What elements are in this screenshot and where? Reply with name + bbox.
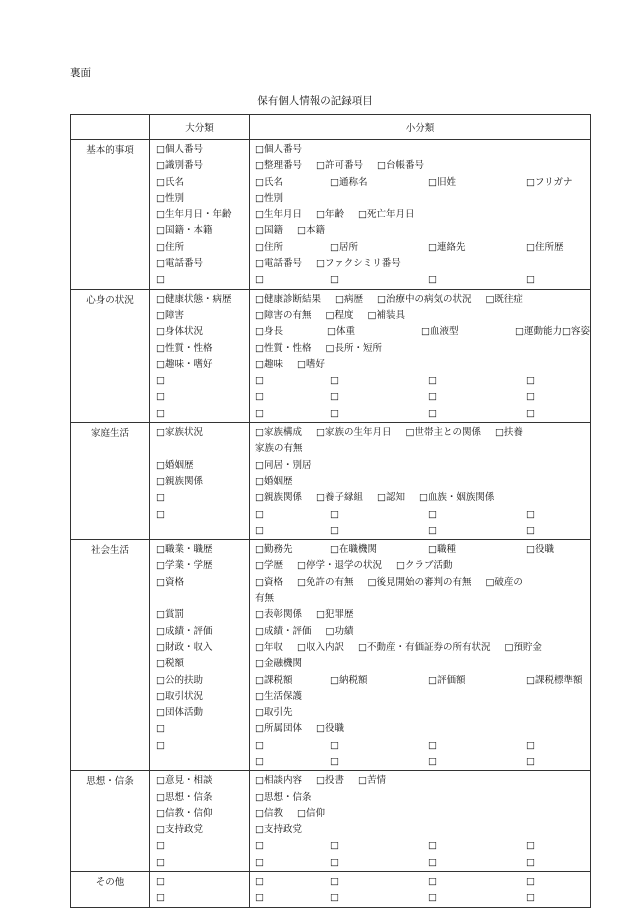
minor-item[interactable]: □許可番号	[315, 160, 363, 172]
minor-item-line	[255, 705, 590, 721]
minor-item[interactable]: □	[255, 856, 264, 868]
minor-item-line	[255, 308, 590, 324]
minor-item[interactable]: □課税標準額	[526, 674, 583, 686]
major-item[interactable]: □性別	[156, 192, 184, 204]
minor-item[interactable]: □同居・別居	[255, 459, 312, 471]
minor-item[interactable]: □	[526, 391, 535, 403]
category-cell: 社会生活	[71, 540, 150, 771]
minor-item-continuation: 有無	[255, 593, 275, 605]
minor-item[interactable]: □収入内訳	[296, 641, 344, 653]
minor-item[interactable]: □在職機関	[330, 544, 377, 556]
major-item[interactable]: □家族状況	[156, 427, 203, 439]
minor-item[interactable]: □	[428, 739, 437, 751]
minor-item[interactable]: □容姿	[562, 326, 590, 338]
minor-item[interactable]: □	[255, 508, 264, 520]
minor-item[interactable]: □補装具	[367, 309, 405, 321]
table-row	[71, 771, 591, 872]
table-row	[71, 872, 591, 908]
minor-item[interactable]: □	[526, 407, 535, 419]
minor-item[interactable]: □学歴	[255, 560, 283, 572]
minor-item[interactable]: □	[255, 524, 264, 536]
minor-item[interactable]: □家族の生年月日	[315, 427, 392, 439]
minor-item[interactable]: □	[330, 755, 339, 767]
minor-item[interactable]: □信仰	[296, 807, 325, 819]
minor-item[interactable]: □	[255, 739, 264, 751]
minor-item[interactable]: □役職	[315, 723, 344, 735]
minor-item[interactable]: □信教	[255, 807, 283, 819]
minor-item[interactable]: □電話番号	[255, 258, 302, 270]
minor-item-line	[255, 558, 590, 574]
minor-item[interactable]: □フリガナ	[526, 176, 573, 188]
major-item[interactable]: □税額	[156, 658, 184, 670]
major-item[interactable]: □支持政党	[156, 824, 203, 836]
minor-item[interactable]: □長所・短所	[325, 342, 382, 354]
minor-item-line	[255, 256, 590, 272]
table-row	[71, 423, 591, 540]
minor-category-cell	[250, 771, 591, 872]
minor-item[interactable]: □免許の有無	[296, 576, 354, 588]
minor-item[interactable]: □性質・性格	[255, 342, 312, 354]
minor-item[interactable]: □	[428, 375, 437, 387]
minor-item-line	[255, 790, 590, 806]
table-header-row	[71, 115, 591, 140]
minor-item[interactable]: □	[526, 892, 535, 904]
minor-item-line	[255, 142, 590, 158]
major-item[interactable]: □電話番号	[156, 258, 203, 270]
major-item[interactable]: □公的扶助	[156, 674, 203, 686]
minor-item[interactable]: □預貯金	[504, 641, 542, 653]
major-item[interactable]: □	[156, 892, 165, 904]
minor-item[interactable]: □	[330, 391, 339, 403]
record-items-table	[70, 114, 591, 908]
minor-item[interactable]: □	[526, 876, 535, 888]
minor-item[interactable]: □課税額	[255, 674, 293, 686]
minor-item[interactable]: □	[526, 508, 535, 520]
minor-item[interactable]: □成績・評価	[255, 625, 312, 637]
minor-item[interactable]: □所属団体	[255, 723, 302, 735]
major-item[interactable]: □住所	[156, 241, 184, 253]
table-row	[71, 140, 591, 290]
major-item[interactable]: □	[156, 840, 165, 852]
minor-item[interactable]: □個人番号	[255, 144, 302, 155]
minor-item[interactable]: □相談内容	[255, 775, 302, 787]
category-cell: 思想・信条	[71, 771, 150, 872]
minor-item-line	[255, 656, 590, 672]
minor-item-line	[255, 721, 590, 737]
minor-item-line	[255, 158, 590, 174]
major-item[interactable]	[156, 523, 249, 539]
minor-item-line	[255, 689, 590, 705]
minor-item[interactable]: □取引先	[255, 707, 293, 719]
minor-item-line	[255, 341, 590, 357]
major-item[interactable]: □資格	[156, 576, 184, 588]
major-item[interactable]: □	[156, 375, 165, 387]
minor-item[interactable]: □クラブ活動	[395, 560, 453, 572]
minor-item[interactable]: □血族・姻族関係	[418, 492, 495, 504]
minor-item[interactable]: □納税額	[330, 674, 368, 686]
minor-item[interactable]: □	[526, 274, 535, 286]
minor-item[interactable]: □	[526, 375, 535, 387]
major-item[interactable]: □取引状況	[156, 690, 203, 702]
major-item[interactable]: □	[156, 391, 165, 403]
major-category-cell	[150, 872, 250, 908]
minor-item-line	[255, 324, 590, 340]
minor-item-line	[255, 389, 590, 405]
minor-item[interactable]: □ファクシミリ番号	[315, 258, 401, 270]
minor-category-cell	[250, 872, 591, 908]
major-item[interactable]: □職業・職歴	[156, 544, 213, 556]
minor-category-cell	[250, 289, 591, 422]
minor-item-line	[255, 773, 590, 789]
minor-item[interactable]: □	[428, 892, 437, 904]
minor-item-line	[255, 425, 590, 441]
major-item[interactable]: □氏名	[156, 176, 184, 188]
minor-item[interactable]: □家族構成	[255, 427, 302, 439]
minor-item-line	[255, 507, 590, 523]
minor-item[interactable]: □運動能力	[515, 326, 563, 338]
minor-item[interactable]: □	[428, 856, 437, 868]
minor-item[interactable]: □	[255, 391, 264, 403]
major-item[interactable]: □賞罰	[156, 609, 184, 621]
major-item[interactable]: □国籍・本籍	[156, 225, 213, 237]
minor-item-line	[255, 806, 590, 822]
minor-item-line	[255, 292, 590, 308]
minor-item-line	[255, 754, 590, 770]
major-item[interactable]: □親族関係	[156, 475, 203, 487]
minor-item[interactable]: □既往症	[485, 293, 523, 305]
category-cell: その他	[71, 872, 150, 908]
minor-item-line	[255, 738, 590, 754]
major-item[interactable]: □	[156, 492, 165, 504]
minor-item-line	[255, 458, 590, 474]
minor-item[interactable]: □支持政党	[255, 824, 302, 836]
minor-item-line	[255, 838, 590, 854]
minor-item[interactable]: □	[526, 524, 535, 536]
minor-item[interactable]: □	[255, 892, 264, 904]
table-row	[71, 540, 591, 771]
minor-item[interactable]: □	[330, 840, 339, 852]
minor-item[interactable]: □認知	[376, 492, 405, 504]
minor-item[interactable]: □勤務先	[255, 544, 293, 556]
minor-item[interactable]: □通称名	[330, 176, 368, 188]
minor-item[interactable]: □	[428, 391, 437, 403]
major-item[interactable]: □趣味・嗜好	[156, 358, 213, 370]
major-item[interactable]: □	[156, 856, 165, 868]
minor-item[interactable]: □治療中の病気の状況	[376, 293, 472, 305]
minor-item[interactable]: □氏名	[255, 176, 283, 188]
major-item[interactable]: □思想・信条	[156, 791, 213, 803]
minor-item[interactable]: □	[526, 856, 535, 868]
minor-category-cell	[250, 540, 591, 771]
minor-item-line	[255, 874, 590, 890]
minor-item[interactable]: □停学・退学の状況	[296, 560, 382, 572]
major-item[interactable]: □学業・学歴	[156, 560, 213, 572]
minor-item[interactable]: □整理番号	[255, 160, 302, 172]
minor-item[interactable]: □	[255, 755, 264, 767]
minor-item-line	[255, 542, 590, 558]
minor-item[interactable]: □体重	[326, 326, 355, 338]
major-item[interactable]: □	[156, 274, 165, 286]
minor-item-line	[255, 607, 590, 623]
major-item[interactable]: □個人番号	[156, 144, 203, 155]
page-side-label: 裏面	[70, 67, 91, 79]
minor-item[interactable]: □身長	[255, 326, 283, 338]
minor-item-line	[255, 822, 590, 838]
major-item[interactable]: □財政・収入	[156, 641, 213, 653]
minor-item[interactable]: □程度	[325, 309, 354, 321]
major-item[interactable]: □生年月日・年齢	[156, 209, 232, 221]
minor-item[interactable]: □不動産・有価証券の所有状況	[357, 641, 491, 653]
major-item-spacer	[156, 591, 249, 607]
minor-item-line	[255, 490, 590, 506]
minor-item[interactable]: □	[255, 375, 264, 387]
major-item[interactable]: □	[156, 407, 165, 419]
major-item[interactable]	[156, 754, 249, 770]
minor-item[interactable]: □	[330, 274, 339, 286]
minor-item[interactable]: □旧姓	[428, 176, 456, 188]
major-item-spacer	[156, 441, 249, 457]
minor-item-line	[255, 890, 590, 906]
major-item[interactable]: □団体活動	[156, 707, 203, 719]
minor-item[interactable]: □死亡年月日	[357, 209, 415, 221]
major-category-cell	[150, 771, 250, 872]
minor-item[interactable]: □	[428, 508, 437, 520]
minor-item[interactable]: □	[330, 524, 339, 536]
major-item[interactable]: □障害	[156, 309, 184, 321]
minor-item[interactable]: □	[428, 840, 437, 852]
minor-item[interactable]: □養子縁組	[315, 492, 363, 504]
major-category-cell	[150, 289, 250, 422]
major-category-cell	[150, 423, 250, 540]
minor-item[interactable]: □功績	[325, 625, 354, 637]
document-title: 保有個人情報の記録項目	[257, 95, 373, 107]
major-item[interactable]: □健康状態・病歴	[156, 293, 232, 305]
category-cell: 家庭生活	[71, 423, 150, 540]
minor-item[interactable]: □	[255, 876, 264, 888]
minor-item[interactable]: □	[330, 876, 339, 888]
category-cell: 基本的事項	[71, 140, 150, 290]
minor-item[interactable]: □	[330, 508, 339, 520]
minor-item[interactable]: □苦情	[357, 775, 386, 787]
minor-item[interactable]: □	[428, 876, 437, 888]
minor-item-line	[255, 223, 590, 239]
minor-item[interactable]: □国籍	[255, 225, 283, 237]
major-item[interactable]: □	[156, 723, 165, 735]
minor-item[interactable]: □扶養	[494, 427, 523, 439]
minor-item-line	[255, 406, 590, 422]
table-row	[71, 289, 591, 422]
minor-item[interactable]: □生年月日	[255, 209, 302, 221]
minor-item[interactable]: □年収	[255, 641, 283, 653]
minor-item[interactable]: □連絡先	[428, 241, 466, 253]
minor-item[interactable]: □	[330, 375, 339, 387]
minor-item[interactable]: □評価額	[428, 674, 466, 686]
major-item[interactable]: □婚姻歴	[156, 459, 194, 471]
minor-item-line	[255, 523, 590, 539]
minor-item-continuation: 家族の有無	[255, 443, 303, 455]
minor-item[interactable]: □思想・信条	[255, 791, 312, 803]
minor-item[interactable]: □居所	[330, 241, 358, 253]
header-minor: 小分類	[250, 115, 591, 140]
major-item[interactable]: □成績・評価	[156, 625, 213, 637]
minor-item[interactable]: □	[526, 755, 535, 767]
minor-item[interactable]: □後見開始の審判の有無	[367, 576, 472, 588]
minor-item[interactable]: □健康診断結果	[255, 293, 321, 305]
minor-item[interactable]: □趣味	[255, 358, 283, 370]
minor-item[interactable]: □犯罪歴	[315, 609, 354, 621]
minor-item[interactable]: □資格	[255, 576, 283, 588]
minor-item[interactable]: □金融機関	[255, 658, 302, 670]
minor-item[interactable]: □台帳番号	[376, 160, 424, 172]
minor-item[interactable]: □嗜好	[296, 358, 325, 370]
minor-item[interactable]: □職種	[428, 544, 456, 556]
minor-item[interactable]: □親族関係	[255, 492, 302, 504]
minor-item-line	[255, 207, 590, 223]
minor-item[interactable]: □	[255, 840, 264, 852]
minor-item[interactable]: □生活保護	[255, 690, 302, 702]
minor-item[interactable]: □	[255, 407, 264, 419]
minor-item[interactable]: □	[255, 274, 264, 286]
major-item[interactable]: □信教・信仰	[156, 807, 213, 819]
minor-item-line	[255, 575, 590, 591]
minor-item[interactable]: □破産の	[485, 576, 523, 588]
minor-item[interactable]: □性別	[255, 192, 283, 204]
minor-category-cell	[250, 140, 591, 290]
major-item[interactable]: □	[156, 739, 165, 751]
minor-item[interactable]: □婚姻歴	[255, 475, 293, 487]
minor-item-line	[255, 240, 590, 256]
header-category	[71, 115, 150, 140]
major-category-cell	[150, 140, 250, 290]
major-item[interactable]: □	[156, 876, 165, 888]
minor-item[interactable]: □投書	[315, 775, 344, 787]
minor-item-line	[255, 640, 590, 656]
minor-item[interactable]: □	[330, 739, 339, 751]
major-item[interactable]: □識別番号	[156, 160, 203, 172]
minor-item[interactable]: □	[428, 274, 437, 286]
minor-item[interactable]: □障害の有無	[255, 309, 312, 321]
minor-item[interactable]: □住所	[255, 241, 283, 253]
minor-item-line	[255, 474, 590, 490]
minor-item[interactable]: □	[428, 524, 437, 536]
major-item[interactable]: □意見・相談	[156, 775, 213, 787]
minor-item[interactable]: □	[330, 856, 339, 868]
minor-item[interactable]: □年齢	[315, 209, 344, 221]
minor-item[interactable]: □	[428, 755, 437, 767]
minor-item[interactable]: □表彰関係	[255, 609, 302, 621]
major-item[interactable]: □性質・性格	[156, 342, 213, 354]
minor-item[interactable]: □	[428, 407, 437, 419]
minor-item[interactable]: □病歴	[334, 293, 363, 305]
minor-item-line	[255, 673, 590, 689]
major-item[interactable]: □身体状況	[156, 326, 203, 338]
minor-item-line	[255, 272, 590, 288]
minor-category-cell	[250, 423, 591, 540]
minor-item-line	[255, 191, 590, 207]
minor-item[interactable]: □	[526, 739, 535, 751]
header-major: 大分類	[150, 115, 250, 140]
minor-item[interactable]: □血液型	[421, 326, 459, 338]
minor-item[interactable]: □役職	[526, 544, 554, 556]
minor-item[interactable]: □	[330, 892, 339, 904]
minor-item[interactable]: □	[330, 407, 339, 419]
major-category-cell	[150, 540, 250, 771]
minor-item[interactable]: □住所歴	[526, 241, 564, 253]
minor-item-line	[255, 357, 590, 373]
minor-item[interactable]: □世帯主との関係	[405, 427, 481, 439]
major-item[interactable]: □	[156, 508, 165, 520]
minor-item-line	[255, 175, 590, 191]
category-cell: 心身の状況	[71, 289, 150, 422]
minor-item[interactable]: □	[526, 840, 535, 852]
minor-item-line	[255, 624, 590, 640]
minor-item[interactable]: □本籍	[296, 225, 325, 237]
minor-item-line	[255, 373, 590, 389]
minor-item-line	[255, 855, 590, 871]
